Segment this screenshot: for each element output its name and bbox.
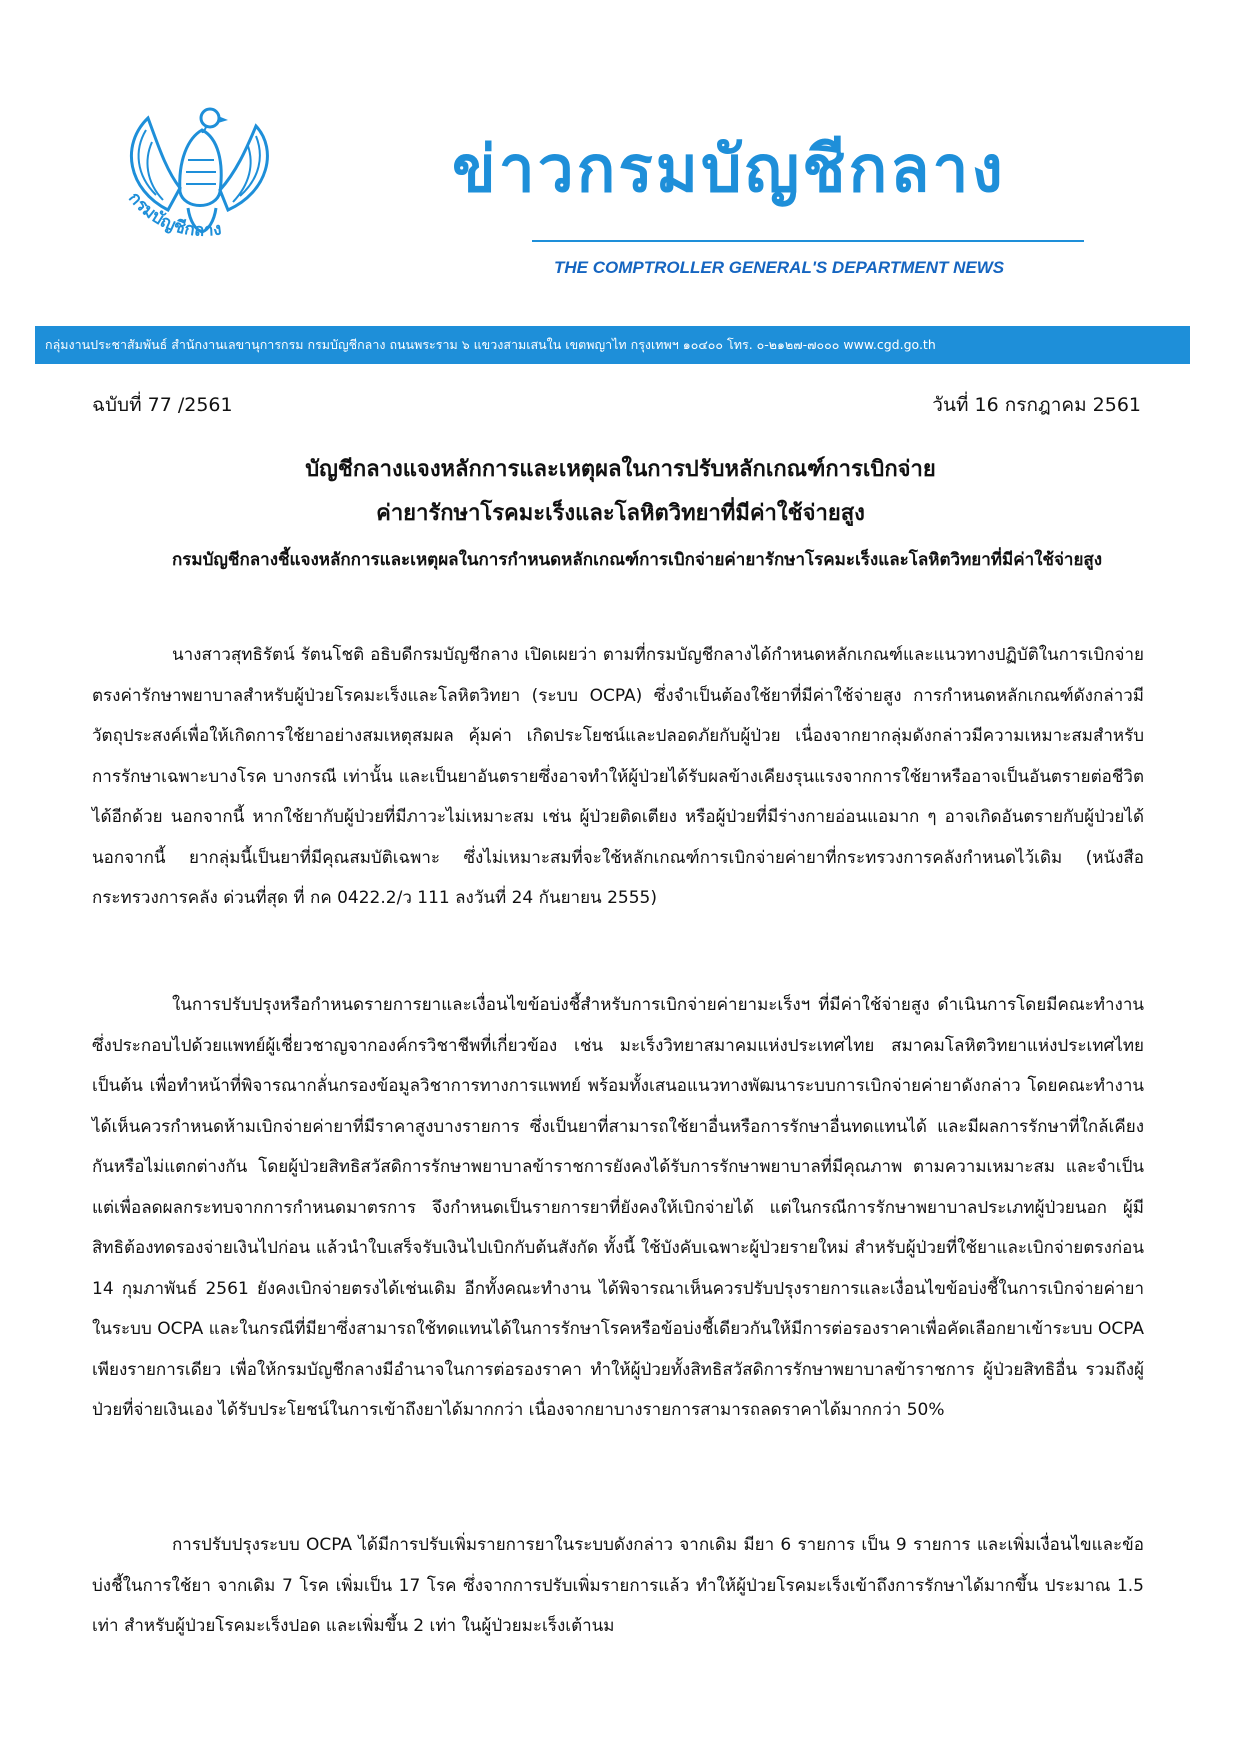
headline-line-1: บัญชีกลางแจงหลักการและเหตุผลในการปรับหลักเกณฑ์การเบิกจ่าย <box>305 457 936 482</box>
contact-info-text: กลุ่มงานประชาสัมพันธ์ สำนักงานเลขานุการกรม กรมบัญชีกลาง ถนนพระราม ๖ แขวงสามเสนใน เขตพญาไท กรุงเทพฯ ๑๐๔๐๐ โทร. ๐-๒๑๒๗-๗๐๐๐ www.cgd.go.th <box>45 337 936 352</box>
body-section-1 <box>92 635 1144 919</box>
body-section-3 <box>92 1525 1144 1647</box>
svg-text:กรมบัญชีกลาง <box>124 188 222 241</box>
issue-number: ฉบับที่ 77 /2561 <box>92 394 233 416</box>
garuda-logo-icon <box>118 100 283 260</box>
lead-paragraph: กรมบัญชีกลางชี้แจงหลักการและเหตุผลในการกำหนดหลักเกณฑ์การเบิกจ่ายค่ายารักษาโรคมะเร็งและโลหิตวิทยาที่มีค่าใช้จ่ายสูง <box>172 550 1103 570</box>
body-paragraph: ในการปรับปรุงหรือกำหนดรายการยาและเงื่อนไขข้อบ่งชี้สำหรับการเบิกจ่ายค่ายามะเร็งฯ ที่มีค่าใช้จ่ายสูง ดำเนินการโดยมีคณะทำงาน ซึ่งประกอบไปด้วยแพทย์ผู้เชี่ยวชาญจากองค์กรวิชาชีพที่เกี่ยวข้อง เช่น มะเร็งวิทยาสมาคมแห่งประเทศไทย สมาคมโลหิตวิทยาแห่งประเทศไทย เป็นต้น เพื่อทำหน้าที่พิจารณากลั่นกรองข้อมูลวิชาการทางการแพทย์ พร้อมทั้งเสนอแนวทางพัฒนาระบบการเบิกจ่ายค่ายาดังกล่าว โดยคณะทำงานได้เห็นควรกำหนดห้ามเบิกจ่ายค่ายาที่มีราคาสูงบางรายการ ซึ่งเป็นยาที่สามารถใช้ยาอื่นหรือการรักษาอื่นทดแทนได้ และมีผลการรักษาที่ใกล้เคียงกันหรือไม่แตกต่างกัน โดยผู้ป่วยสิทธิสวัสดิการรักษาพยาบาลข้าราชการยังคงได้รับการรักษาพยาบาลที่มีคุณภาพ ตามความเหมาะสม และจำเป็น แต่เพื่อลดผลกระทบจากการกำหนดมาตรการ จึงกำหนดเป็นรายการยาที่ยังคงให้เบิกจ่ายได้ แต่ในกรณีการรักษาพยาบาลประเภทผู้ป่วยนอก ผู้มีสิทธิต้องทดรองจ่ายเงินไปก่อน แล้วนำใบเสร็จรับเงินไปเบิกกับต้นสังกัด ทั้งนี้ ใช้บังคับเฉพาะผู้ป่วยรายใหม่ สำหรับผู้ป่วยที่ใช้ยาและเบิกจ่ายตรงก่อน 14 กุมภาพันธ์ 2561 ยังคงเบิกจ่ายตรงได้เช่นเดิม อีกทั้งคณะทำงาน ได้พิจารณาเห็นควรปรับปรุงรายการและเงื่อนไขข้อบ่งชี้ในการเบิกจ่ายค่ายาในระบบ OCPA และในกรณีที่มียาซึ่งสามารถใช้ทดแทนได้ในการรักษาโรคหรือข้อบ่งชี้เดียวกันให้มีการต่อรองราคาเพื่อคัดเลือกยาเข้าระบบ OCPA เพียงรายการเดียว เพื่อให้กรมบัญชีกลางมีอำนาจในการต่อรองราคา ทำให้ผู้ป่วยทั้งสิทธิสวัสดิการรักษาพยาบาลข้าราชการ ผู้ป่วยสิทธิอื่น รวมถึงผู้ป่วยที่จ่ายเงินเอง ได้รับประโยชน์ในการเข้าถึงยาได้มากกว่า เนื่องจากยาบางรายการสามารถลดราคาได้มากกว่า 50% <box>92 995 1144 1420</box>
headline-line-2: ค่ายารักษาโรคมะเร็งและโลหิตวิทยาที่มีค่าใช้จ่ายสูง <box>376 501 865 526</box>
lead-summary <box>92 540 1144 581</box>
logo-text: กรมบัญชีกลาง <box>124 188 223 241</box>
newsletter-subtitle: THE COMPTROLLER GENERAL'S DEPARTMENT NEWS <box>554 258 1005 277</box>
contact-info-bar <box>35 326 1190 364</box>
body-paragraph: การปรับปรุงระบบ OCPA ได้มีการปรับเพิ่มรายการยาในระบบดังกล่าว จากเดิม มียา 6 รายการ เป็น 9 รายการ และเพิ่มเงื่อนไขและข้อบ่งชี้ในการใช้ยา จากเดิม 7 โรค เพิ่มเป็น 17 โรค ซึ่งจากการปรับเพิ่มรายการแล้ว ทำให้ผู้ป่วยโรคมะเร็งเข้าถึงการรักษาได้มากขึ้น ประมาณ 1.5 เท่า สำหรับผู้ป่วยโรคมะเร็งปอด และเพิ่มขึ้น 2 เท่า ในผู้ป่วยมะเร็งเต้านม <box>92 1535 1144 1636</box>
newsletter-title: ข่าวกรมบัญชีกลาง <box>452 133 1006 207</box>
title-divider <box>532 240 1084 242</box>
body-paragraph: นางสาวสุทธิรัตน์ รัตนโชติ อธิบดีกรมบัญชีกลาง เปิดเผยว่า ตามที่กรมบัญชีกลางได้กำหนดหลักเกณฑ์และแนวทางปฏิบัติในการเบิกจ่ายตรงค่ารักษาพยาบาลสำหรับผู้ป่วยโรคมะเร็งและโลหิตวิทยา (ระบบ OCPA) ซึ่งจำเป็นต้องใช้ยาที่มีค่าใช้จ่ายสูง การกำหนดหลักเกณฑ์ดังกล่าวมีวัตถุประสงค์เพื่อให้เกิดการใช้ยาอย่างสมเหตุสมผล คุ้มค่า เกิดประโยชน์และปลอดภัยกับผู้ป่วย เนื่องจากยากลุ่มดังกล่าวมีความเหมาะสมสำหรับการรักษาเฉพาะบางโรค บางกรณี เท่านั้น และเป็นยาอันตรายซึ่งอาจทำให้ผู้ป่วยได้รับผลข้างเคียงรุนแรงจากการใช้ยาหรืออาจเป็นอันตรายต่อชีวิตได้อีกด้วย นอกจากนี้ หากใช้ยากับผู้ป่วยที่มีภาวะไม่เหมาะสม เช่น ผู้ป่วยติดเตียง หรือผู้ป่วยที่มีร่างกายอ่อนแอมาก ๆ อาจเกิดอันตรายกับผู้ป่วยได้ นอกจากนี้ ยากลุ่มนี้เป็นยาที่มีคุณสมบัติเฉพาะ ซึ่งไม่เหมาะสมที่จะใช้หลักเกณฑ์การเบิกจ่ายค่ายาที่กระทรวงการคลังกำหนดไว้เดิม (หนังสือกระทรวงการคลัง ด่วนที่สุด ที่ กค 0422.2/ว 111 ลงวันที่ 24 กันยายน 2555) <box>92 645 1144 908</box>
body-section-2 <box>92 985 1144 1431</box>
headline <box>90 448 1151 536</box>
issue-date: วันที่ 16 กรกฎาคม 2561 <box>932 394 1141 416</box>
